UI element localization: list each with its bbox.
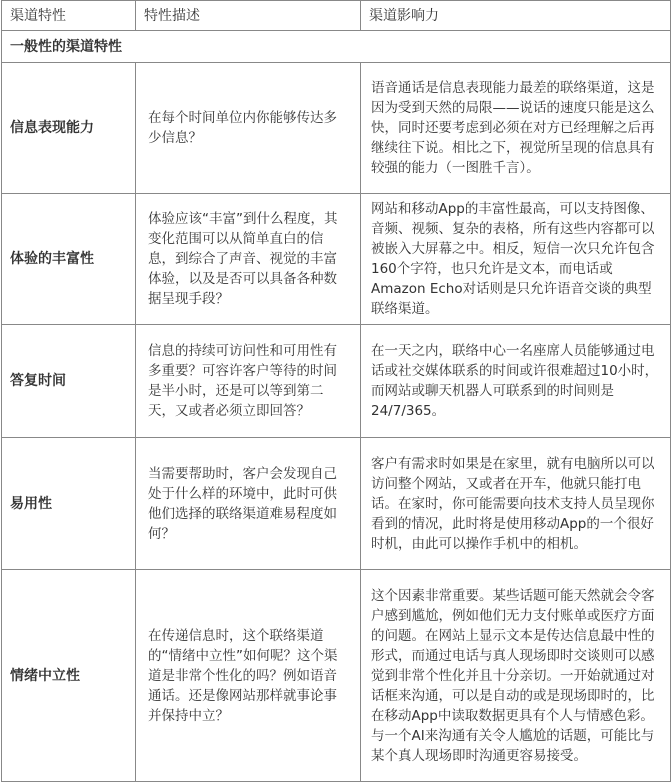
row-characteristic-name: 信息表现能力	[2, 63, 136, 194]
row-description: 信息的持续可访问性和可用性有多重要？可容许客户等待的时间是半小时，还是可以等到第二天，又或者必须立即回答？	[136, 325, 361, 438]
table-row	[2, 194, 671, 325]
row-description: 在传递信息时，这个联络渠道的“情绪中立性”如何呢？这个渠道是非常个性化的吗？例如语音通话。还是像网站那样就事论事并保持中立？	[136, 570, 361, 782]
row-characteristic-name: 易用性	[2, 438, 136, 570]
row-description: 在每个时间单位内你能够传达多少信息？	[136, 63, 361, 194]
section-row	[2, 31, 671, 63]
table-row	[2, 325, 671, 438]
row-impact: 这个因素非常重要。某些话题可能天然就会令客户感到尴尬，例如他们无力支付账单或医疗方面的问题。在网站上显示文本是传达信息最中性的形式，而通过电话与真人现场即时交谈则可以感觉到非常个性化并且十分亲切。一开始就通过对话框来沟通，可以是自动的或是现场即时的，比在移动App中读取数据更具有个人与情感色彩。与一个AI来沟通有关令人尴尬的话题，可能比与某个真人现场即时沟通更容易接受。	[361, 570, 671, 782]
row-impact: 语音通话是信息表现能力最差的联络渠道，这是因为受到天然的局限——说话的速度只能是这么快，同时还要考虑到必须在对方已经理解之后再继续往下说。相比之下，视觉所呈现的信息具有较强的能力（一图胜千言）。	[361, 63, 671, 194]
section-title: 一般性的渠道特性	[2, 31, 671, 63]
row-characteristic-name: 情绪中立性	[2, 570, 136, 782]
channel-characteristics-table	[1, 0, 671, 782]
column-header-characteristic: 渠道特性	[2, 1, 136, 31]
row-impact: 网站和移动App的丰富性最高，可以支持图像、音频、视频、复杂的表格，所有这些内容都可以被嵌入大屏幕之中。相反，短信一次只允许包含160个字符，也只允许是文本，而电话或Amazon Echo对话则是只允许语音交谈的典型联络渠道。	[361, 194, 671, 325]
row-characteristic-name: 答复时间	[2, 325, 136, 438]
row-characteristic-name: 体验的丰富性	[2, 194, 136, 325]
row-impact: 在一天之内，联络中心一名座席人员能够通过电话或社交媒体联系的时间或许很难超过10小时，而网站或聊天机器人可联系到的时间则是24/7/365。	[361, 325, 671, 438]
column-header-description: 特性描述	[136, 1, 361, 31]
table-header-row	[2, 1, 671, 31]
table-row	[2, 438, 671, 570]
row-impact: 客户有需求时如果是在家里，就有电脑所以可以访问整个网站，又或者在开车，他就只能打电话。在家时，你可能需要向技术支持人员呈现你看到的情况，此时将是使用移动App的一个很好时机，由此可以操作手机中的相机。	[361, 438, 671, 570]
table-row	[2, 63, 671, 194]
column-header-impact: 渠道影响力	[361, 1, 671, 31]
row-description: 体验应该“丰富”到什么程度，其变化范围可以从简单直白的信息，到综合了声音、视觉的丰富体验，以及是否可以具备各种数据呈现手段？	[136, 194, 361, 325]
table-row	[2, 570, 671, 782]
row-description: 当需要帮助时，客户会发现自己处于什么样的环境中，此时可供他们选择的联络渠道难易程度如何？	[136, 438, 361, 570]
